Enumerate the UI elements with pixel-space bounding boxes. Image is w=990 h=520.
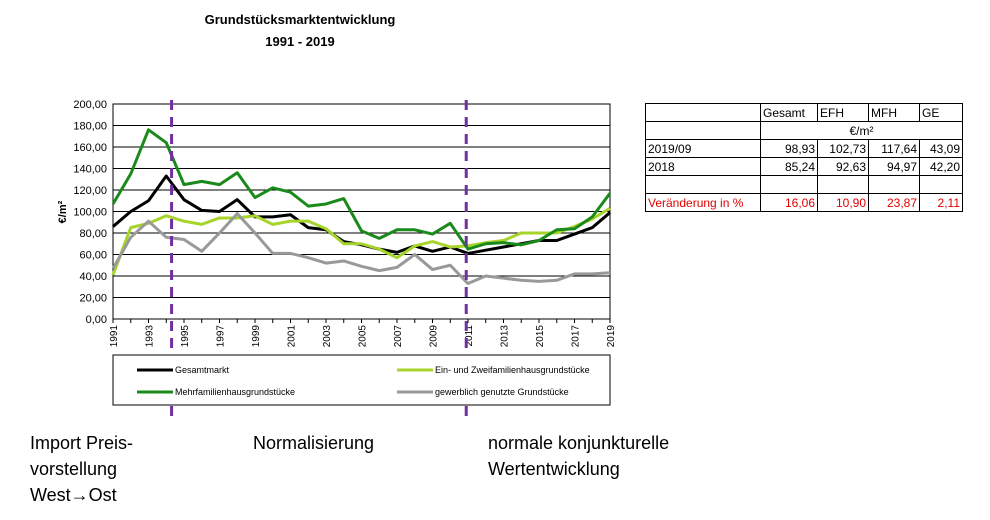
phase-import-line: vorstellung — [30, 459, 118, 479]
table-header-mfh: MFH — [869, 104, 920, 122]
x-tick-label: 2009 — [428, 325, 440, 348]
cell-ge-change: 2,11 — [920, 194, 963, 212]
table-header-efh: EFH — [818, 104, 869, 122]
cell-mfh-change: 23,87 — [869, 194, 920, 212]
cell-efh-2018: 92,63 — [818, 158, 869, 176]
x-tick-label: 1993 — [144, 325, 156, 348]
y-tick-label: 200,00 — [73, 99, 107, 111]
cell-ge-2019: 43,09 — [920, 140, 963, 158]
y-tick-label: 100,00 — [73, 206, 107, 219]
y-tick-label: 140,00 — [73, 163, 107, 176]
legend-label: gewerblich genutzte Grundstücke — [435, 387, 569, 397]
table-row — [646, 140, 963, 158]
y-tick-label: 80,00 — [79, 228, 107, 240]
cell-mfh-2019: 117,64 — [869, 140, 920, 158]
x-tick-label: 2003 — [322, 325, 333, 348]
x-tick-label: 2007 — [393, 325, 404, 348]
row-label-2019: 2019/09 — [646, 140, 761, 158]
y-tick-label: 0,00 — [85, 314, 107, 326]
price-table — [645, 103, 963, 212]
x-tick-label: 2001 — [286, 325, 298, 348]
y-axis-label: €/m² — [57, 200, 69, 224]
x-tick-label: 2015 — [535, 325, 546, 348]
table-row — [646, 158, 963, 176]
row-label-change: Veränderung in % — [646, 194, 761, 212]
phase-import-line: Import Preis- — [30, 433, 134, 453]
cell-mfh-2018: 94,97 — [869, 158, 920, 176]
table-unit: €/m² — [761, 122, 963, 140]
cell-ge-2018: 42,20 — [920, 158, 963, 176]
x-tick-label: 1999 — [251, 325, 262, 348]
phase-normal-line: Wertentwicklung — [488, 459, 620, 479]
legend-label: Gesamtmarkt — [175, 365, 230, 375]
cell-efh-2019: 102,73 — [818, 140, 869, 158]
series-line-2 — [113, 130, 610, 249]
x-tick-label: 2005 — [357, 325, 369, 348]
x-tick-label: 2011 — [464, 325, 475, 347]
cell-efh-change: 10,90 — [818, 194, 869, 212]
cell-gesamt-2019: 98,93 — [761, 140, 818, 158]
legend-label: Ein- und Zweifamilienhausgrundstücke — [435, 365, 590, 375]
table-header-gesamt: Gesamt — [761, 104, 818, 122]
phase-label-normal — [488, 430, 808, 482]
table-unit-row — [646, 122, 963, 140]
table-cell-empty — [646, 122, 761, 140]
x-tick-label: 1995 — [180, 325, 191, 348]
y-tick-label: 180,00 — [73, 120, 107, 133]
table-header-ge: GE — [920, 104, 963, 122]
chart-subtitle: 1991 - 2019 — [265, 34, 335, 49]
table-header-row — [646, 104, 963, 122]
legend-label: Mehrfamilienhausgrundstücke — [175, 387, 296, 397]
x-tick-label: 2017 — [570, 325, 582, 348]
x-tick-label: 2019 — [606, 325, 617, 348]
x-tick-label: 2013 — [499, 325, 511, 348]
y-tick-label: 160,00 — [73, 142, 107, 154]
series-line-3 — [113, 214, 610, 284]
phase-label-normalisierung: Normalisierung — [253, 433, 375, 453]
y-tick-label: 120,00 — [73, 185, 107, 197]
cell-gesamt-change: 16,06 — [761, 194, 818, 212]
phase-normal-line: normale konjunkturelle — [488, 433, 670, 453]
x-tick-label: 1997 — [215, 325, 227, 348]
y-tick-label: 60,00 — [79, 249, 107, 262]
table-blank-row — [646, 176, 963, 194]
row-label-2018: 2018 — [646, 158, 761, 176]
phase-import-line: West→Ost — [30, 485, 117, 505]
cell-gesamt-2018: 85,24 — [761, 158, 818, 176]
chart-title: Grundstücksmarktentwicklung — [204, 12, 396, 27]
phase-label-import — [30, 430, 180, 508]
x-tick-label: 1991 — [109, 325, 120, 348]
table-change-row — [646, 194, 963, 212]
y-tick-label: 40,00 — [79, 271, 107, 283]
table-header-empty — [646, 104, 761, 122]
y-tick-label: 20,00 — [79, 292, 107, 305]
legend — [113, 355, 610, 405]
